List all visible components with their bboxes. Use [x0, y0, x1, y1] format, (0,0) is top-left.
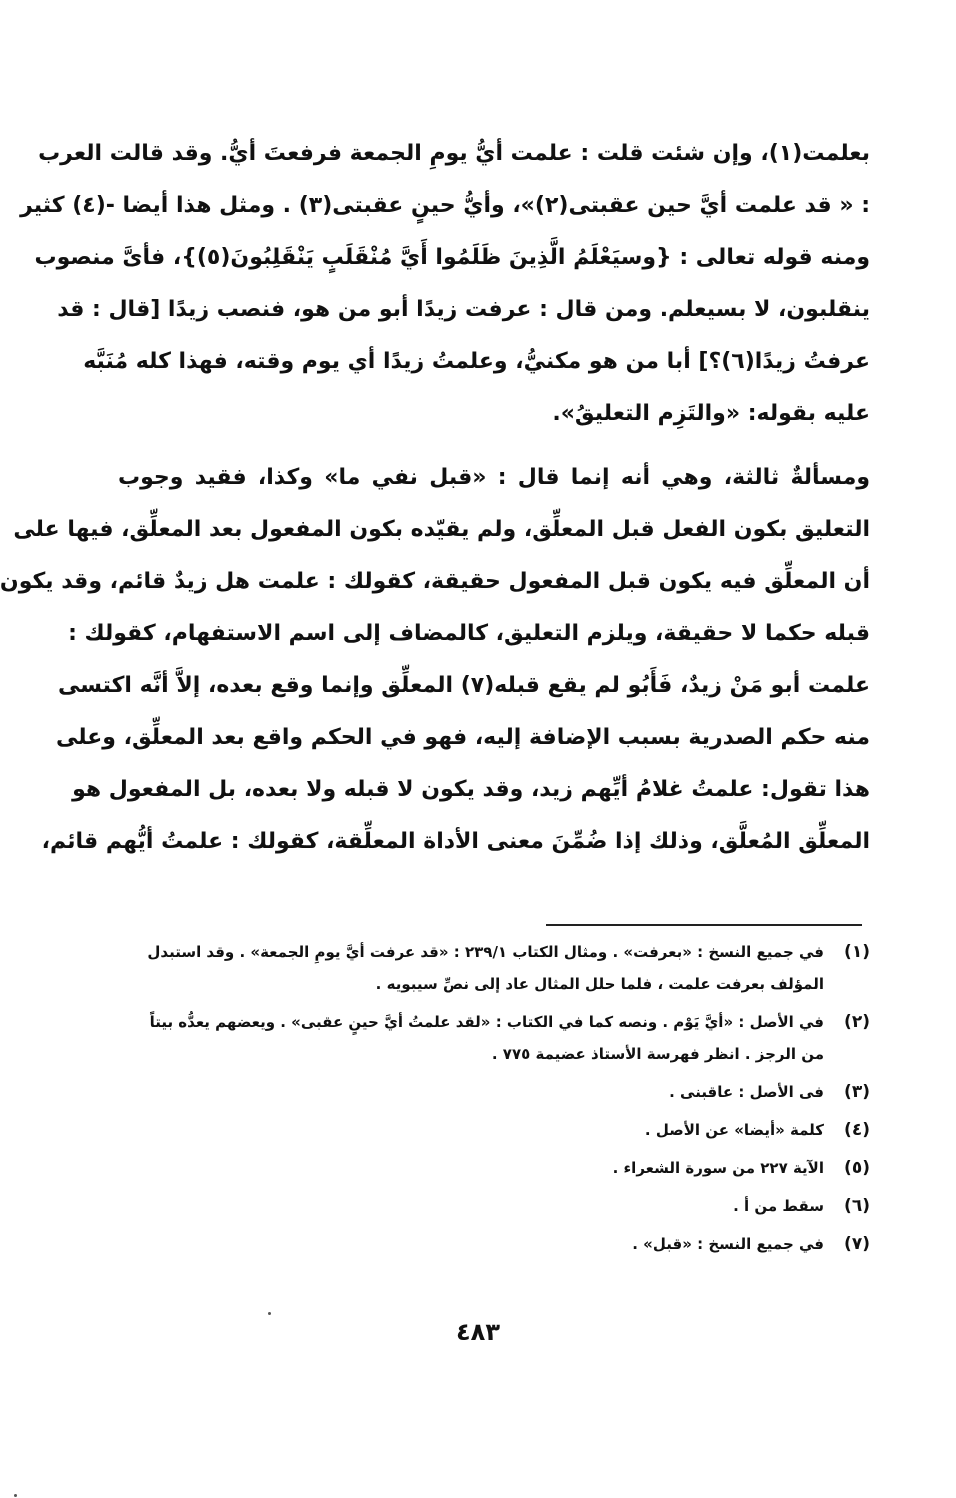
body-line: علمت أبو مَنْ زيدٌ، فَأَبُو لم يقع قبله(٧) المعلِّق وإنما وقع بعده، إلاَّ أنَّه اكتسى	[57, 673, 870, 698]
footnotes	[118, 936, 870, 1266]
footnote	[118, 1228, 870, 1260]
footnote	[118, 936, 870, 1000]
scan-speck	[14, 1494, 17, 1497]
body-line: أن المعلِّق فيه يكون قبل المفعول حقيقة، كقولك : علمت هل زيدٌ قائم، وقد يكون	[0, 569, 870, 594]
footnote	[118, 1152, 870, 1184]
footnote	[118, 1006, 870, 1070]
body-line: المعلِّق المُعلَّق، وذلك إذا ضُمِّنَ معنى الأداة المعلِّقة، كقولك : علمتُ أيُّهم قائم،	[41, 829, 870, 854]
footnote-text	[118, 1228, 824, 1260]
footnote-number: (٦)	[844, 1196, 870, 1216]
footnote-separator	[546, 924, 862, 926]
scan-speck	[268, 1312, 271, 1315]
footnote-text	[118, 1076, 824, 1108]
footnote	[118, 1076, 870, 1108]
footnote-text	[118, 1114, 824, 1146]
footnote-line: كلمة «أيضا» عن الأصل .	[644, 1121, 824, 1139]
page-number: ٤٨٣	[456, 1318, 500, 1346]
footnote-line: من الرجز . انظر فهرسة الأستاذ عضيمة ٧٧٥ .	[491, 1045, 824, 1063]
footnote-line: في الأصل : «أيَّ يَوْم . ونصه كما في الكتاب : «لقد علمتُ أيَّ حينٍ عقبى» . ويعضهم يعدُّه بيتاً	[149, 1013, 824, 1031]
paragraph-gap	[118, 440, 870, 452]
footnote-line: المؤلف بعرفت علمت ، فلما حلل المثال عاد إلى نصِّ سيبويه .	[375, 975, 824, 993]
body-line: قبله حكما لا حقيقة، ويلزم التعليق، كالمضاف إلى اسم الاستفهام، كقولك :	[68, 621, 870, 646]
body-line: ينقلبون، لا بسيعلم. ومن قال : عرفت زيدًا أبو من هو، فنصب زيدًا [قال : قد	[57, 297, 870, 322]
footnote-number: (٥)	[844, 1158, 870, 1178]
body-line: عليه بقوله: «والتَزِم التعليقُ».	[552, 401, 870, 426]
footnote-text	[118, 1006, 824, 1070]
footnote-number: (٤)	[844, 1120, 870, 1140]
footnote	[118, 1190, 870, 1222]
body-line: عرفتُ زيدًا(٦)؟] أبا من هو مكنيُّ، وعلمتُ زيدًا أي يوم وقته، فهذا كله مُنَبَّه	[83, 349, 870, 374]
body-line: بعلمت(١)، وإن شئت قلت : علمت أيُّ يومِ الجمعة فرفعتَ أيُّ. وقد قالت العرب	[38, 141, 870, 166]
footnote-line: في جميع النسخ : «قبل» .	[632, 1235, 824, 1253]
body-line: التعليق بكون الفعل قبل المعلِّق، ولم يقيّده بكون المفعول بعد المعلِّق، فيها على	[13, 517, 870, 542]
footnote-line: الآية ٢٢٧ من سورة الشعراء .	[612, 1159, 824, 1177]
footnote-number: (٧)	[844, 1234, 870, 1254]
footnote-number: (١)	[844, 942, 870, 962]
footnote-number: (٢)	[844, 1012, 870, 1032]
footnote-line: سقط من أ .	[733, 1197, 824, 1215]
body-line: هذا تقول: علمتُ غلامُ أيِّهم زيد، وقد يكون لا قبله ولا بعده، بل المفعول هو	[72, 777, 870, 802]
body-line: ومسألةٌ ثالثة، وهي أنه إنما قال : «قبل نفي ما» وكذا، فقيد وجوب	[118, 465, 870, 490]
footnote-text	[118, 1190, 824, 1222]
body-line: ومنه قوله تعالى : {وسيَعْلَمُ الَّذِينَ ظَلَمُوا أَيَّ مُنْقَلَبٍ يَنْقَلِبُونَ(٥)}، فأىَّ منصوب	[34, 245, 870, 270]
footnote	[118, 1114, 870, 1146]
footnote-number: (٣)	[844, 1082, 870, 1102]
footnote-line: فى الأصل : عاقبنى .	[669, 1083, 824, 1101]
footnote-text	[118, 936, 824, 1000]
body-line: منه حكم الصدرية بسبب الإضافة إليه، فهو في الحكم واقع بعد المعلِّق، وعلى	[56, 725, 870, 750]
main-text	[0, 128, 870, 868]
body-line: : « قد علمت أيَّ حين عقبتى(٢)»، وأيُّ حينٍ عقبتى(٣) . ومثل هذا أيضا -(٤) كثير	[20, 193, 870, 218]
footnote-text	[118, 1152, 824, 1184]
footnote-line: في جميع النسخ : «بعرفت» . ومثال الكتاب ٢٣٩/١ : «قد عرفت أيَّ يومِ الجمعة» . وقد استبدل	[147, 943, 824, 961]
